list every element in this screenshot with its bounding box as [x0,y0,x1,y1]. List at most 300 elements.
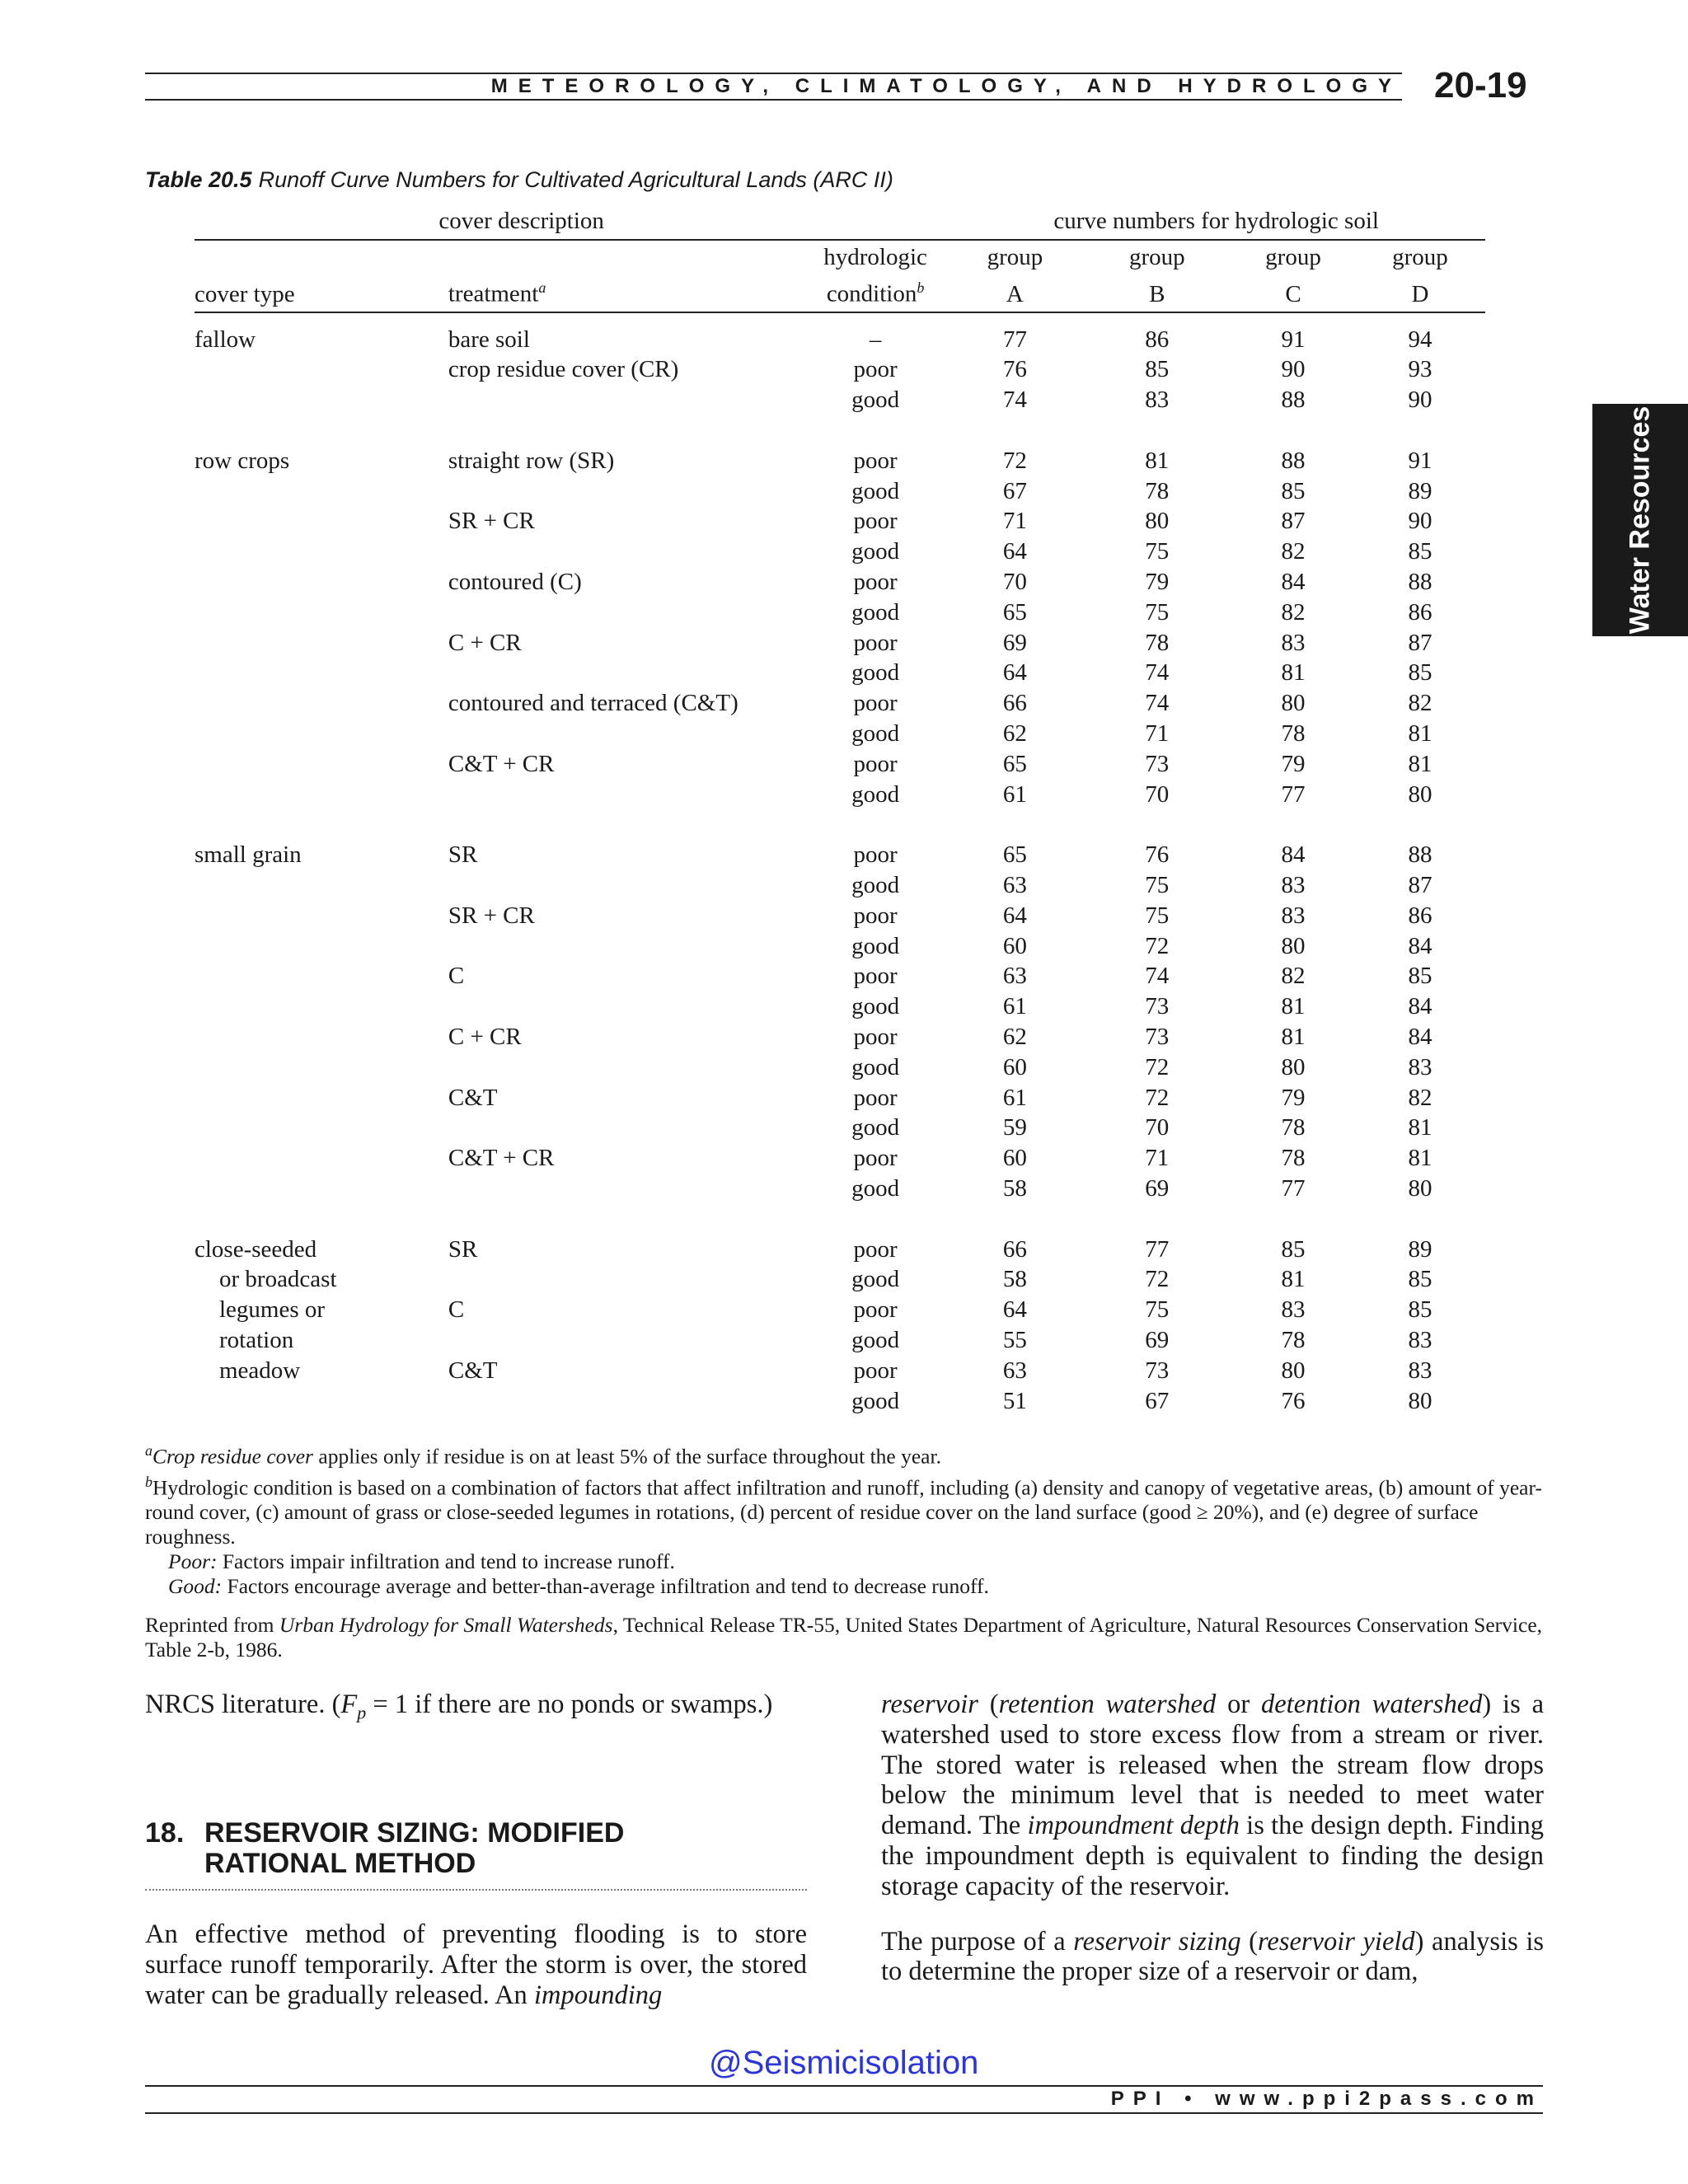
cell-treatment: SR + CR [448,902,535,929]
cell-treatment: straight row (SR) [448,447,615,474]
cell-condition: good [851,387,900,414]
table-row [195,1264,1485,1295]
credit-suffix: , Technical Release TR-55, United States Department of Agriculture, Natural Resources Conservation Service, Table 2-b, 1986. [145,1613,1543,1661]
term-retention-watershed: retention watershed [998,1690,1217,1719]
cell-condition: good [851,720,900,748]
cell-group-c: 84 [1281,841,1306,869]
cell-group-a: 63 [1002,1357,1027,1384]
cell-treatment: SR + CR [448,508,535,535]
table-row [195,1113,1485,1143]
left-column-top [145,1690,807,1728]
cell-cover-type [195,749,448,780]
cell-group-c: 80 [1281,690,1306,717]
header-group-d-word: group [1392,244,1448,270]
right-column [881,1690,1544,1987]
cell-group-d: 83 [1408,1326,1432,1353]
table-row [195,870,1485,901]
cell-group-d: 91 [1408,447,1432,474]
cell-treatment [448,1386,804,1417]
cell-condition: good [851,872,900,898]
cell-group-b: 85 [1145,356,1170,383]
header-group-c: C [1231,274,1355,312]
cell-group-b: 77 [1145,1235,1170,1263]
section-heading [145,1818,807,1891]
cell-treatment: contoured (C) [448,569,582,596]
cell-treatment: C + CR [448,1023,522,1050]
cell-group-a: 64 [1002,538,1027,565]
cell-group-a: 65 [1002,841,1027,869]
table-row [195,688,1485,719]
cell-group-a: 58 [1002,1266,1027,1293]
cell-group-c: 87 [1281,508,1306,535]
cell-condition: good [851,659,900,687]
header-hydrologic: hydrologic [823,244,927,270]
cell-condition: good [851,1174,900,1202]
cell-group-c: 85 [1281,1235,1306,1263]
cell-cover-type [195,537,448,567]
cell-group-a: 62 [1002,720,1027,748]
left-para2-italic: impounding [533,1980,663,2010]
table-footnotes [145,1438,1543,1599]
cell-group-b: 74 [1145,963,1170,990]
footnote-a-text: applies only if residue is on at least 5% of the surface throughout the year. [313,1444,941,1469]
cell-group-b: 72 [1145,1266,1170,1293]
section-title-line2: RATIONAL METHOD [204,1848,476,1879]
cell-cover-type [195,476,448,507]
left-para1-text-b: = 1 if there are no ponds or swamps.) [366,1690,773,1719]
cell-group-a: 61 [1002,993,1027,1020]
cell-group-a: 76 [1002,356,1027,383]
header-treatment-text: treatment [448,280,539,307]
cell-condition: poor [853,1235,898,1263]
table-row [195,961,1485,991]
cell-group-c: 78 [1281,720,1306,748]
curve-number-table [195,201,1485,1416]
cell-group-d: 87 [1408,872,1432,898]
cell-cover-type: meadow [219,1357,301,1384]
cell-condition: good [851,780,900,808]
cell-group-d: 82 [1408,690,1432,717]
cell-condition: – [869,326,882,353]
table-row [195,658,1485,688]
cell-group-b: 69 [1145,1174,1170,1202]
term-impoundment-depth: impoundment depth [1027,1811,1240,1841]
cell-group-b: 73 [1145,1357,1170,1384]
footnote-good-text: Factors encourage average and better-than-average infiltration and tend to decrease runoff. [222,1574,989,1598]
cell-group-d: 89 [1408,477,1432,504]
spacer-cell [195,415,1485,446]
variable-f-subscript: p [357,1702,367,1723]
section-heading-line1 [145,1818,807,1849]
cell-group-c: 79 [1281,1084,1306,1111]
cell-treatment: C + CR [448,629,522,656]
cell-cover-type [195,1143,448,1174]
cell-condition: poor [853,569,898,596]
cell-group-c: 82 [1281,963,1306,990]
table-body [195,312,1485,1417]
term-reservoir-yield: reservoir yield [1257,1926,1415,1957]
cell-cover-type [195,1386,448,1417]
cell-treatment [448,719,804,749]
source-credit [145,1613,1543,1662]
cell-group-c: 81 [1281,993,1306,1020]
right-para1-t1: ( [978,1690,999,1719]
table-label: Table 20.5 [145,167,252,192]
term-detention-watershed: detention watershed [1260,1690,1483,1719]
cell-group-c: 82 [1281,598,1306,626]
cell-cover-type [195,870,448,901]
header-condition [804,274,947,312]
cell-group-a: 55 [1002,1326,1027,1353]
cell-condition: poor [853,1145,898,1172]
table-header-row-2 [195,274,1485,312]
table-row [195,628,1485,658]
spacer-cell [195,1204,1485,1235]
table-row [195,1143,1485,1174]
right-para2-t1: The purpose of a [881,1926,1074,1957]
credit-source-title: Urban Hydrology for Small Watersheds [279,1613,613,1637]
cell-group-b: 78 [1145,477,1170,504]
cell-group-c: 90 [1281,356,1306,383]
cell-group-a: 60 [1002,1053,1027,1080]
cell-group-a: 60 [1002,1145,1027,1172]
cell-group-a: 65 [1002,750,1027,777]
cell-group-a: 66 [1002,690,1027,717]
header-condition-text: condition [826,280,917,307]
cell-condition: good [851,538,900,565]
cell-cover-type [195,688,448,719]
table-row [195,1022,1485,1052]
footer-text: PPI • www.ppi2pass.com [1110,2088,1543,2110]
cell-cover-type: legumes or [219,1296,326,1324]
cell-treatment: crop residue cover (CR) [448,356,679,383]
cell-group-a: 67 [1002,477,1027,504]
cell-group-a: 60 [1002,932,1027,959]
table-row [195,931,1485,962]
table-row [195,901,1485,931]
cell-condition: poor [853,841,898,869]
footnote-poor-label: Poor: [168,1549,218,1573]
cell-group-d: 85 [1408,538,1432,565]
cell-cover-type [195,567,448,598]
cell-group-c: 78 [1281,1145,1306,1172]
cell-group-a: 71 [1002,508,1027,535]
cell-group-b: 75 [1145,872,1170,898]
cell-condition: poor [853,629,898,656]
cell-group-c: 88 [1281,387,1306,414]
table-row [195,385,1485,415]
footnote-marker-b: b [917,279,925,296]
cell-cover-type [195,354,448,385]
cell-treatment [448,1113,804,1143]
table-group-header-row [195,201,1485,240]
cell-condition: poor [853,1084,898,1111]
cell-treatment [448,780,804,810]
cell-group-c: 84 [1281,569,1306,596]
cell-group-a: 61 [1002,1084,1027,1111]
spacer-cell [195,809,1485,840]
cell-treatment [448,1264,804,1295]
footnote-b [145,1469,1543,1550]
cell-group-c: 78 [1281,1114,1306,1141]
cell-group-a: 66 [1002,1235,1027,1263]
cell-condition: good [851,1053,900,1080]
cell-treatment: C [448,1296,465,1324]
cell-group-b: 75 [1145,902,1170,929]
cell-condition: good [851,932,900,959]
cell-group-d: 84 [1408,993,1432,1020]
watermark-text: @Seismicisolation [709,2045,979,2081]
cell-treatment [448,658,804,688]
cell-group-c: 83 [1281,629,1306,656]
footnote-poor [145,1549,1543,1574]
cell-condition: poor [853,963,898,990]
cell-group-b: 86 [1145,326,1170,353]
group-header-cover-description: cover description [195,201,947,240]
cell-group-c: 81 [1281,1023,1306,1050]
cell-condition: poor [853,356,898,383]
cell-group-d: 86 [1408,902,1432,929]
cell-group-c: 80 [1281,932,1306,959]
left-column-bottom [145,1919,807,2010]
cell-group-d: 82 [1408,1084,1432,1111]
footnote-b-mark: b [145,1473,152,1490]
footer-rule-bottom [145,2112,1543,2114]
cell-treatment [448,1325,804,1356]
cell-treatment: SR [448,841,478,869]
cell-group-b: 74 [1145,659,1170,687]
cell-group-a: 70 [1002,569,1027,596]
cell-group-b: 72 [1145,932,1170,959]
cell-condition: poor [853,902,898,929]
table-row [195,506,1485,537]
cell-group-d: 85 [1408,1296,1432,1324]
section-title-line1: RESERVOIR SIZING: MODIFIED [204,1817,625,1849]
cell-group-c: 77 [1281,1174,1306,1202]
header-rule-bottom [145,99,1402,101]
cell-group-d: 83 [1408,1357,1432,1384]
cell-treatment: SR [448,1235,478,1263]
left-paragraph-1 [145,1690,807,1728]
cell-group-c: 82 [1281,538,1306,565]
cell-cover-type [195,991,448,1022]
cell-group-a: 59 [1002,1114,1027,1141]
cell-group-a: 74 [1002,387,1027,414]
table-header-row-1 [195,240,1485,274]
cell-treatment [448,931,804,962]
cell-cover-type [195,719,448,749]
footnote-marker-a: a [538,279,546,296]
header-group-c-word: group [1265,244,1321,270]
cell-cover-type [195,385,448,415]
cell-group-b: 73 [1145,993,1170,1020]
right-para1-t4: is the design depth. Finding the impoundment depth is equivalent to finding the design storage capacity of the reservoir. [881,1811,1544,1901]
cell-group-a: 62 [1002,1023,1027,1050]
cell-group-d: 84 [1408,932,1432,959]
table-row [195,312,1485,355]
cell-group-d: 90 [1408,387,1432,414]
cell-group-a: 64 [1002,1296,1027,1324]
table-row [195,567,1485,598]
footnote-a [145,1438,1543,1469]
table-row [195,598,1485,628]
cell-condition: poor [853,1357,898,1384]
cell-cover-type [195,506,448,537]
footnote-good-label: Good: [168,1574,223,1598]
right-para1-t3: ) is a watershed used to store excess flow from a stream or river. The stored water is released when the stream flow drops below the minimum level that is needed to meet water demand. The [881,1690,1544,1841]
table-row [195,991,1485,1022]
header-group-b-word: group [1128,244,1185,270]
cell-group-a: 69 [1002,629,1027,656]
table-row [195,354,1485,385]
cell-group-d: 85 [1408,1266,1432,1293]
cell-condition: good [851,598,900,626]
term-reservoir: reservoir [881,1690,978,1719]
cell-treatment [448,991,804,1022]
table-title: Runoff Curve Numbers for Cultivated Agricultural Lands (ARC II) [258,167,893,192]
cell-group-d: 83 [1408,1053,1432,1080]
cell-treatment [448,476,804,507]
cell-group-b: 71 [1145,1145,1170,1172]
cell-condition: poor [853,447,898,474]
section-side-tab [1592,404,1688,636]
header-treatment [448,274,804,312]
cell-group-b: 79 [1145,569,1170,596]
right-paragraph-2 [881,1927,1544,1988]
cell-cover-type [195,931,448,962]
cell-group-b: 75 [1145,1296,1170,1324]
cell-condition: poor [853,1296,898,1324]
cell-group-b: 80 [1145,508,1170,535]
table-row [195,749,1485,780]
cell-group-d: 80 [1408,1387,1432,1414]
cell-group-a: 77 [1002,326,1027,353]
cell-group-b: 83 [1145,387,1170,414]
cell-group-b: 69 [1145,1326,1170,1353]
cell-treatment: C [448,963,465,990]
cell-cover-type: or broadcast [219,1266,337,1293]
side-tab-label: Water Resources [1624,405,1656,635]
table-row [195,1295,1485,1325]
table-row [195,476,1485,507]
cell-group-d: 85 [1408,963,1432,990]
cell-treatment: bare soil [448,326,530,353]
page-number: 20-19 [1434,65,1527,105]
cell-group-d: 90 [1408,508,1432,535]
cell-group-d: 93 [1408,356,1432,383]
table-row [195,840,1485,870]
footnote-b-text: Hydrologic condition is based on a combination of factors that affect infiltration and runoff, including (a) density and canopy of vegetative areas, (b) amount of year-round cover, (c) amount of grass or close-seeded legumes in rotations, (d) percent of residue cover on the land surface (good ≥ 20%), and (e) degree of surface roughness. [145,1475,1542,1549]
cell-condition: good [851,993,900,1020]
cell-group-d: 85 [1408,659,1432,687]
cell-group-a: 72 [1002,447,1027,474]
footnote-a-mark: a [145,1442,152,1459]
header-group-a: A [947,274,1082,312]
cell-group-a: 63 [1002,963,1027,990]
cell-group-d: 88 [1408,841,1432,869]
right-paragraph-1 [881,1690,1544,1902]
cell-group-d: 81 [1408,1114,1432,1141]
cell-treatment: C&T [448,1084,498,1111]
cell-group-c: 85 [1281,477,1306,504]
cell-group-d: 80 [1408,1174,1432,1202]
cell-treatment [448,598,804,628]
cell-group-c: 81 [1281,1266,1306,1293]
cell-group-b: 81 [1145,447,1170,474]
curve-number-table-wrapper [195,201,1485,1416]
footnote-good [145,1574,1543,1599]
cell-group-d: 81 [1408,720,1432,748]
cell-cover-type [195,780,448,810]
cell-condition: good [851,1114,900,1141]
cell-group-b: 70 [1145,780,1170,808]
cell-treatment [448,1174,804,1204]
cell-treatment [448,385,804,415]
cell-group-c: 79 [1281,750,1306,777]
cell-cover-type [195,1113,448,1143]
cell-cover-type [195,598,448,628]
cell-condition: good [851,1387,900,1414]
cell-cover-type [195,901,448,931]
cell-group-c: 81 [1281,659,1306,687]
cell-cover-type [195,628,448,658]
header-cover-type: cover type [195,274,448,312]
cell-group-b: 73 [1145,1023,1170,1050]
cell-group-b: 67 [1145,1387,1170,1414]
cell-cover-type [195,1174,448,1204]
cell-group-c: 80 [1281,1053,1306,1080]
table-row [195,1174,1485,1204]
header-group-b: B [1083,274,1232,312]
cell-condition: poor [853,690,898,717]
left-para2-text: An effective method of preventing flooding is to store surface runoff temporarily. After the storm is over, the stored water can be gradually released. An [145,1919,807,2010]
table-caption [145,165,893,194]
table-row [195,1235,1485,1265]
cell-treatment: C&T + CR [448,1145,555,1172]
cell-group-d: 80 [1408,780,1432,808]
cell-condition: good [851,1266,900,1293]
cell-group-b: 72 [1145,1053,1170,1080]
group-header-curve-numbers: curve numbers for hydrologic soil [947,201,1485,240]
table-row [195,537,1485,567]
table-row [195,1386,1485,1417]
table-row [195,780,1485,810]
credit-prefix: Reprinted from [145,1613,279,1637]
cell-group-c: 88 [1281,447,1306,474]
variable-f: F [340,1690,358,1719]
cell-group-c: 83 [1281,1296,1306,1324]
cell-group-d: 87 [1408,629,1432,656]
cell-group-b: 72 [1145,1084,1170,1111]
cell-cover-type [195,1022,448,1052]
right-para2-t3: ) analysis is to determine the proper size of a reservoir or dam, [881,1926,1544,1987]
cell-group-a: 64 [1002,902,1027,929]
cell-group-d: 81 [1408,1145,1432,1172]
table-row [195,1052,1485,1083]
cell-condition: poor [853,1023,898,1050]
table-row [195,1325,1485,1356]
section-number: 18. [145,1817,185,1849]
left-paragraph-2 [145,1919,807,2010]
cell-group-d: 89 [1408,1235,1432,1263]
cell-treatment [448,1052,804,1083]
cell-group-d: 84 [1408,1023,1432,1050]
cell-cover-type: rotation [219,1326,294,1353]
cell-treatment: contoured and terraced (C&T) [448,690,738,717]
cell-condition: good [851,477,900,504]
table-spacer-row [195,415,1485,446]
cell-group-b: 78 [1145,629,1170,656]
